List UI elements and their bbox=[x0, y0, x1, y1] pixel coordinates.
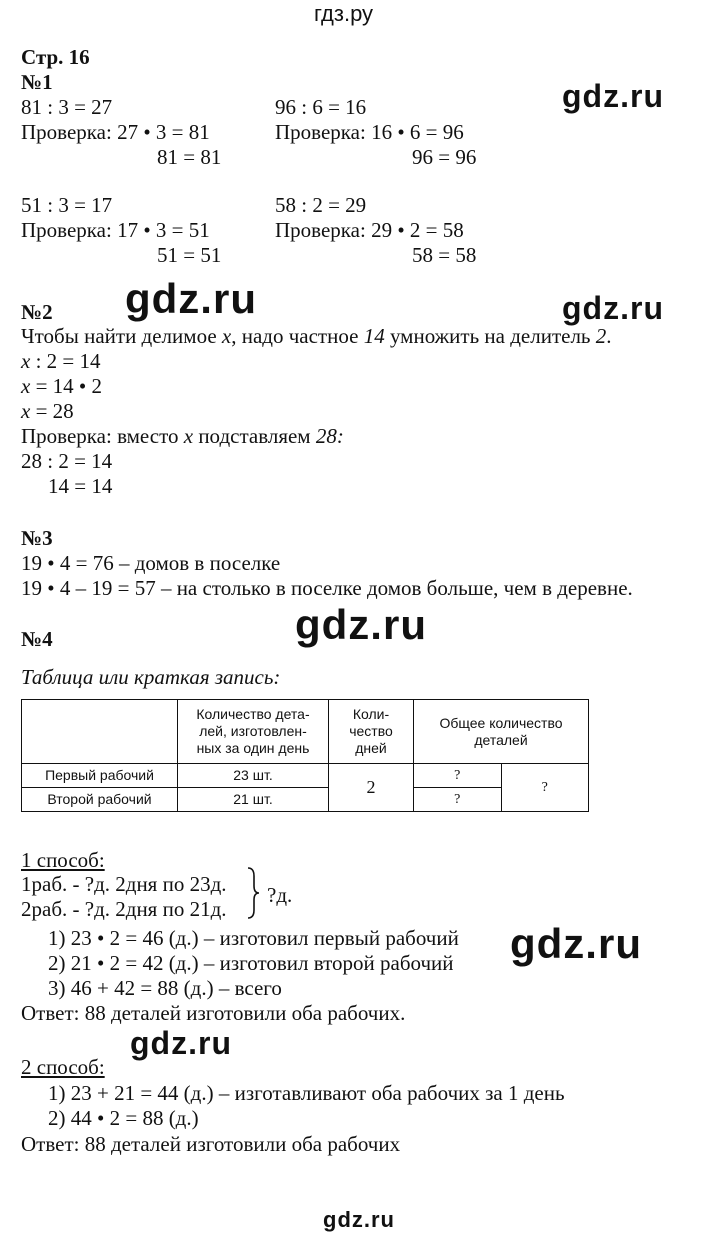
eq: 51 : 3 = 17 bbox=[21, 193, 113, 217]
eq: 81 : 3 = 27 bbox=[21, 95, 113, 119]
watermark-logo: gdz.ru bbox=[125, 275, 257, 322]
site-header: гдз.ру bbox=[314, 1, 374, 26]
way-2-title: 2 способ: bbox=[21, 1055, 105, 1079]
watermark-logo: gdz.ru bbox=[323, 1207, 395, 1232]
task-3-title: №3 bbox=[21, 526, 53, 550]
table-header-days: Коли- чество дней bbox=[329, 700, 414, 764]
check-result: 58 = 58 bbox=[412, 243, 477, 267]
table-header-total: Общее количество деталей bbox=[414, 700, 589, 764]
watermark-logo: gdz.ru bbox=[510, 920, 642, 967]
table-header-qty: Количество дета- лей, изготовлен- ных за один день bbox=[178, 700, 329, 764]
check: Проверка: 27 • 3 = 81 bbox=[21, 120, 210, 144]
short-note-total: ?д. bbox=[267, 883, 293, 907]
eq: x = 14 • 2 bbox=[21, 374, 103, 398]
eq: 28 : 2 = 14 bbox=[21, 449, 113, 473]
way-1-title: 1 способ: bbox=[21, 848, 105, 872]
table-cell: 23 шт. bbox=[178, 764, 329, 788]
table-cell-total: ? bbox=[501, 764, 589, 812]
solution-step: 3) 46 + 42 = 88 (д.) – всего bbox=[48, 976, 282, 1000]
task-4-title: №4 bbox=[21, 627, 53, 651]
table-cell-days: 2 bbox=[329, 764, 414, 812]
solution-line: 19 • 4 – 19 = 57 – на столько в поселке домов больше, чем в деревне. bbox=[21, 576, 633, 600]
table-row-name: Первый рабочий bbox=[22, 764, 178, 788]
task-1-title: №1 bbox=[21, 70, 53, 94]
curly-brace-icon bbox=[246, 866, 260, 920]
table-cell: 21 шт. bbox=[178, 788, 329, 812]
solution-step: 2) 21 • 2 = 42 (д.) – изготовил второй рабочий bbox=[48, 951, 454, 975]
solution-step: 1) 23 • 2 = 46 (д.) – изготовил первый рабочий bbox=[48, 926, 459, 950]
solution-step: 2) 44 • 2 = 88 (д.) bbox=[48, 1106, 199, 1130]
watermark-logo: gdz.ru bbox=[295, 601, 427, 648]
page-number: Стр. 16 bbox=[21, 45, 90, 69]
rule-text: Чтобы найти делимое x, надо частное 14 умножить на делитель 2. bbox=[21, 324, 612, 348]
short-note: 2раб. - ?д. 2дня по 21д. bbox=[21, 897, 227, 921]
watermark-logo: gdz.ru bbox=[562, 78, 664, 114]
eq: x = 28 bbox=[21, 399, 74, 423]
task-2-title: №2 bbox=[21, 300, 53, 324]
check: Проверка: 17 • 3 = 51 bbox=[21, 218, 210, 242]
short-note: 1раб. - ?д. 2дня по 23д. bbox=[21, 872, 227, 896]
eq: 96 : 6 = 16 bbox=[275, 95, 367, 119]
answer: Ответ: 88 деталей изготовили оба рабочих. bbox=[21, 1001, 406, 1025]
table-row-name: Второй рабочий bbox=[22, 788, 178, 812]
eq: 58 : 2 = 29 bbox=[275, 193, 367, 217]
check-result: 14 = 14 bbox=[48, 474, 113, 498]
check-result: 96 = 96 bbox=[412, 145, 477, 169]
summary-table bbox=[21, 699, 589, 812]
table-caption: Таблица или краткая запись: bbox=[21, 665, 281, 689]
table-header-empty bbox=[22, 700, 178, 764]
answer: Ответ: 88 деталей изготовили оба рабочих bbox=[21, 1132, 401, 1156]
watermark-logo: gdz.ru bbox=[562, 290, 664, 326]
check: Проверка: 29 • 2 = 58 bbox=[275, 218, 464, 242]
check: Проверка: 16 • 6 = 96 bbox=[275, 120, 464, 144]
check-text: Проверка: вместо x подставляем 28: bbox=[21, 424, 344, 448]
solution-step: 1) 23 + 21 = 44 (д.) – изготавливают оба рабочих за 1 день bbox=[48, 1081, 565, 1105]
table-cell: ? bbox=[414, 788, 502, 812]
table-cell: ? bbox=[414, 764, 502, 788]
eq: x : 2 = 14 bbox=[21, 349, 101, 373]
check-result: 81 = 81 bbox=[157, 145, 222, 169]
solution-line: 19 • 4 = 76 – домов в поселке bbox=[21, 551, 281, 575]
watermark-logo: gdz.ru bbox=[130, 1025, 232, 1061]
check-result: 51 = 51 bbox=[157, 243, 222, 267]
